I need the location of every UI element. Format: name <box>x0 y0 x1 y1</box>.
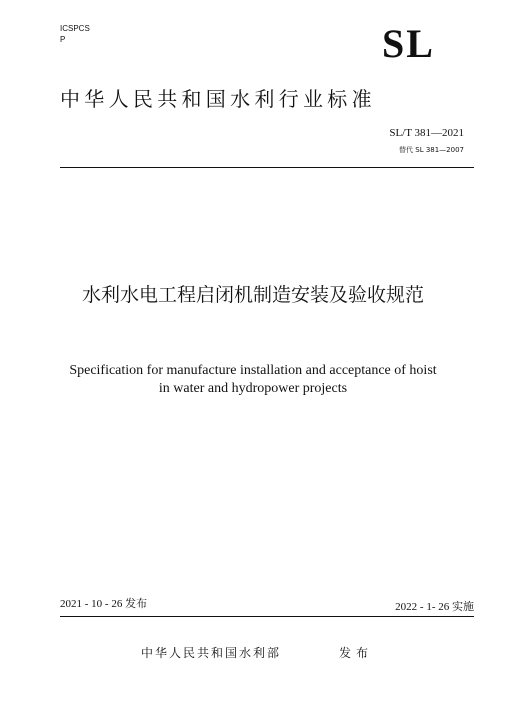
standard-number: SL/T 381—2021 <box>389 127 464 139</box>
sl-logo: SL <box>382 21 435 66</box>
publish-label: 发布 <box>339 646 374 660</box>
document-title-cn: 水利水电工程启闭机制造安装及验收规范 <box>81 284 424 306</box>
ics-code: ICSPCS <box>60 24 90 33</box>
implementation-date: 2022 - 1- 26 实施 <box>395 601 474 613</box>
document-title-en-line1: Specification for manufacture installation and acceptance of hoist <box>69 363 437 378</box>
issue-date: 2021 - 10 - 26 发布 <box>60 598 148 610</box>
publisher-name: 中华人民共和国水利部 <box>141 646 282 660</box>
replaces-note: 替代 SL 381—2007 <box>399 146 464 154</box>
classification-code: P <box>60 35 66 44</box>
bottom-divider <box>60 616 474 617</box>
document-title-en-line2: in water and hydropower projects <box>158 381 348 396</box>
standard-title: 中华人民共和国水利行业标准 <box>60 87 376 111</box>
top-divider <box>60 167 474 168</box>
document-title-en <box>0 362 506 398</box>
